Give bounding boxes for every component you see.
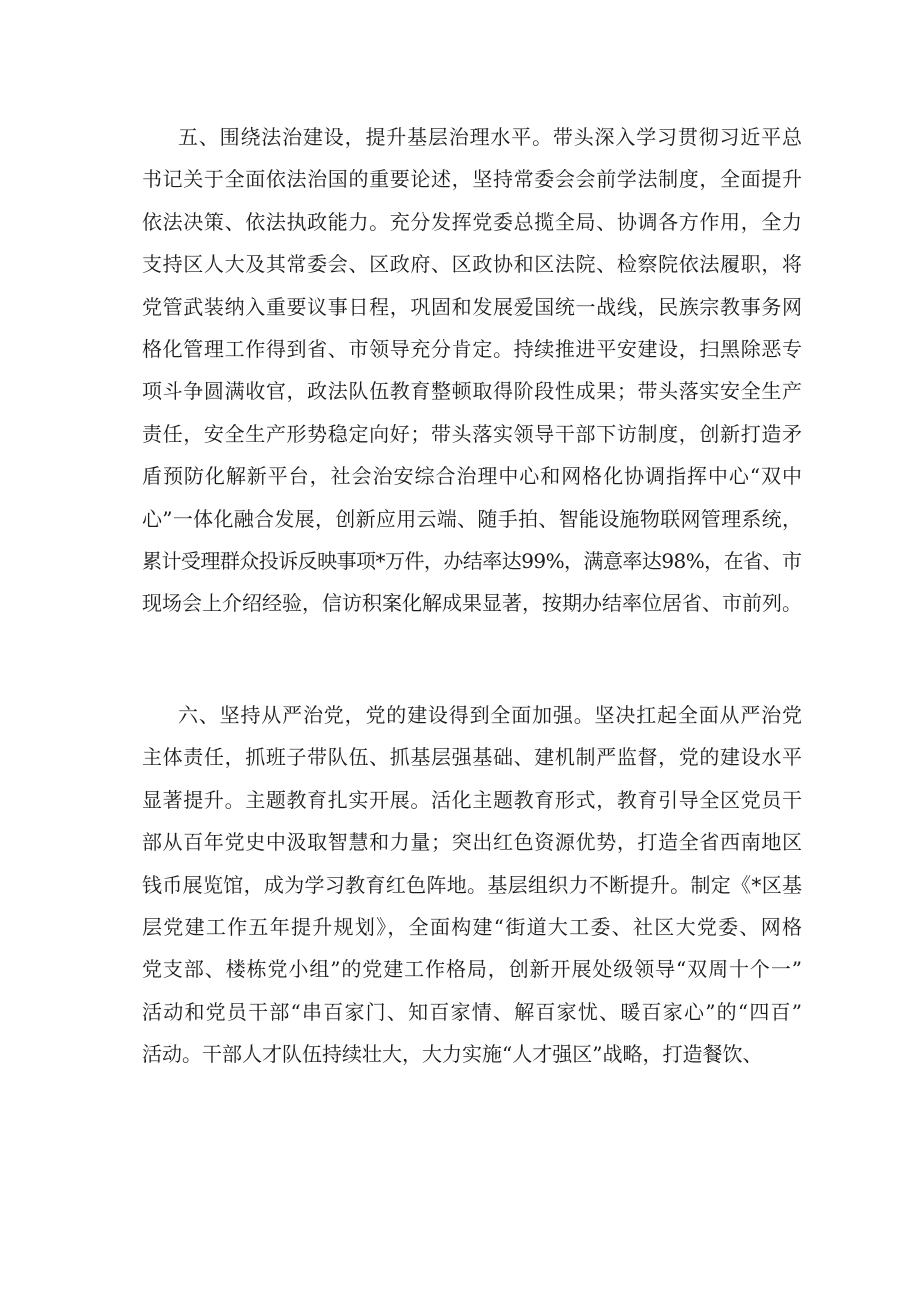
- text-line: 依法决策、依法执政能力。充分发挥党委总揽全局、协调各方作用，全力: [142, 209, 803, 234]
- text-line: 显著提升。主题教育扎实开展。活化主题教育形式，教育引导全区党员干: [142, 787, 803, 812]
- text-line: 活动。干部人才队伍持续壮大，大力实施“人才强区”战略，打造餐饮、: [142, 1042, 763, 1067]
- text-line: 支持区人大及其常委会、区政府、区政协和区法院、检察院依法履职，将: [142, 252, 803, 277]
- text-line: 现场会上介绍经验，信访积案化解成果显著，按期办结率位居省、市前列。: [142, 591, 802, 616]
- text-line: 心”一体化融合发展，创新应用云端、随手拍、智能设施物联网管理系统，: [142, 506, 803, 531]
- text-line: 格化管理工作得到省、市领导充分肯定。持续推进平安建设，扫黑除恶专: [142, 336, 803, 361]
- text-line: 层党建工作五年提升规划》，全面构建“街道大工委、社区大党委、网格: [142, 914, 804, 939]
- text-line: 累计受理群众投诉反映事项*万件，办结率达99%，满意率达98%，在省、市: [142, 548, 802, 573]
- text-line: 部从百年党史中汲取智慧和力量；突出红色资源优势，打造全省西南地区: [142, 830, 803, 855]
- text-line: 六、坚持从严治党，党的建设得到全面加强。坚决扛起全面从严治党: [178, 703, 803, 727]
- text-line: 书记关于全面依法治国的重要论述，坚持常委会会前学法制度，全面提升: [142, 167, 803, 192]
- text-line: 活动和党员干部“串百家门、知百家情、解百家忧、暖百家心”的“四百”: [142, 999, 804, 1024]
- paragraph-rule-of-law: [142, 116, 802, 625]
- text-line: 项斗争圆满收官，政法队伍教育整顿取得阶段性成果；带头落实安全生产: [142, 379, 803, 404]
- text-line: 责任，安全生产形势稳定向好；带头落实领导干部下访制度，创新打造矛: [142, 421, 803, 446]
- text-line: 盾预防化解新平台，社会治安综合治理中心和网格化协调指挥中心“双中: [142, 464, 803, 489]
- text-line: 党支部、楼栋党小组”的党建工作格局，创新开展处级领导“双周十个一”: [142, 957, 803, 982]
- text-line: 钱币展览馆，成为学习教育红色阵地。基层组织力不断提升。制定《*区基: [142, 872, 803, 897]
- text-line: 主体责任，抓班子带队伍、抓基层强基础、建机制严监督，党的建设水平: [142, 745, 803, 770]
- paragraph-party-building: [142, 694, 802, 1076]
- text-line: 五、围绕法治建设，提升基层治理水平。带头深入学习贯彻习近平总: [178, 125, 803, 149]
- text-line: 党管武装纳入重要议事日程，巩固和发展爱国统一战线，民族宗教事务网: [142, 294, 803, 319]
